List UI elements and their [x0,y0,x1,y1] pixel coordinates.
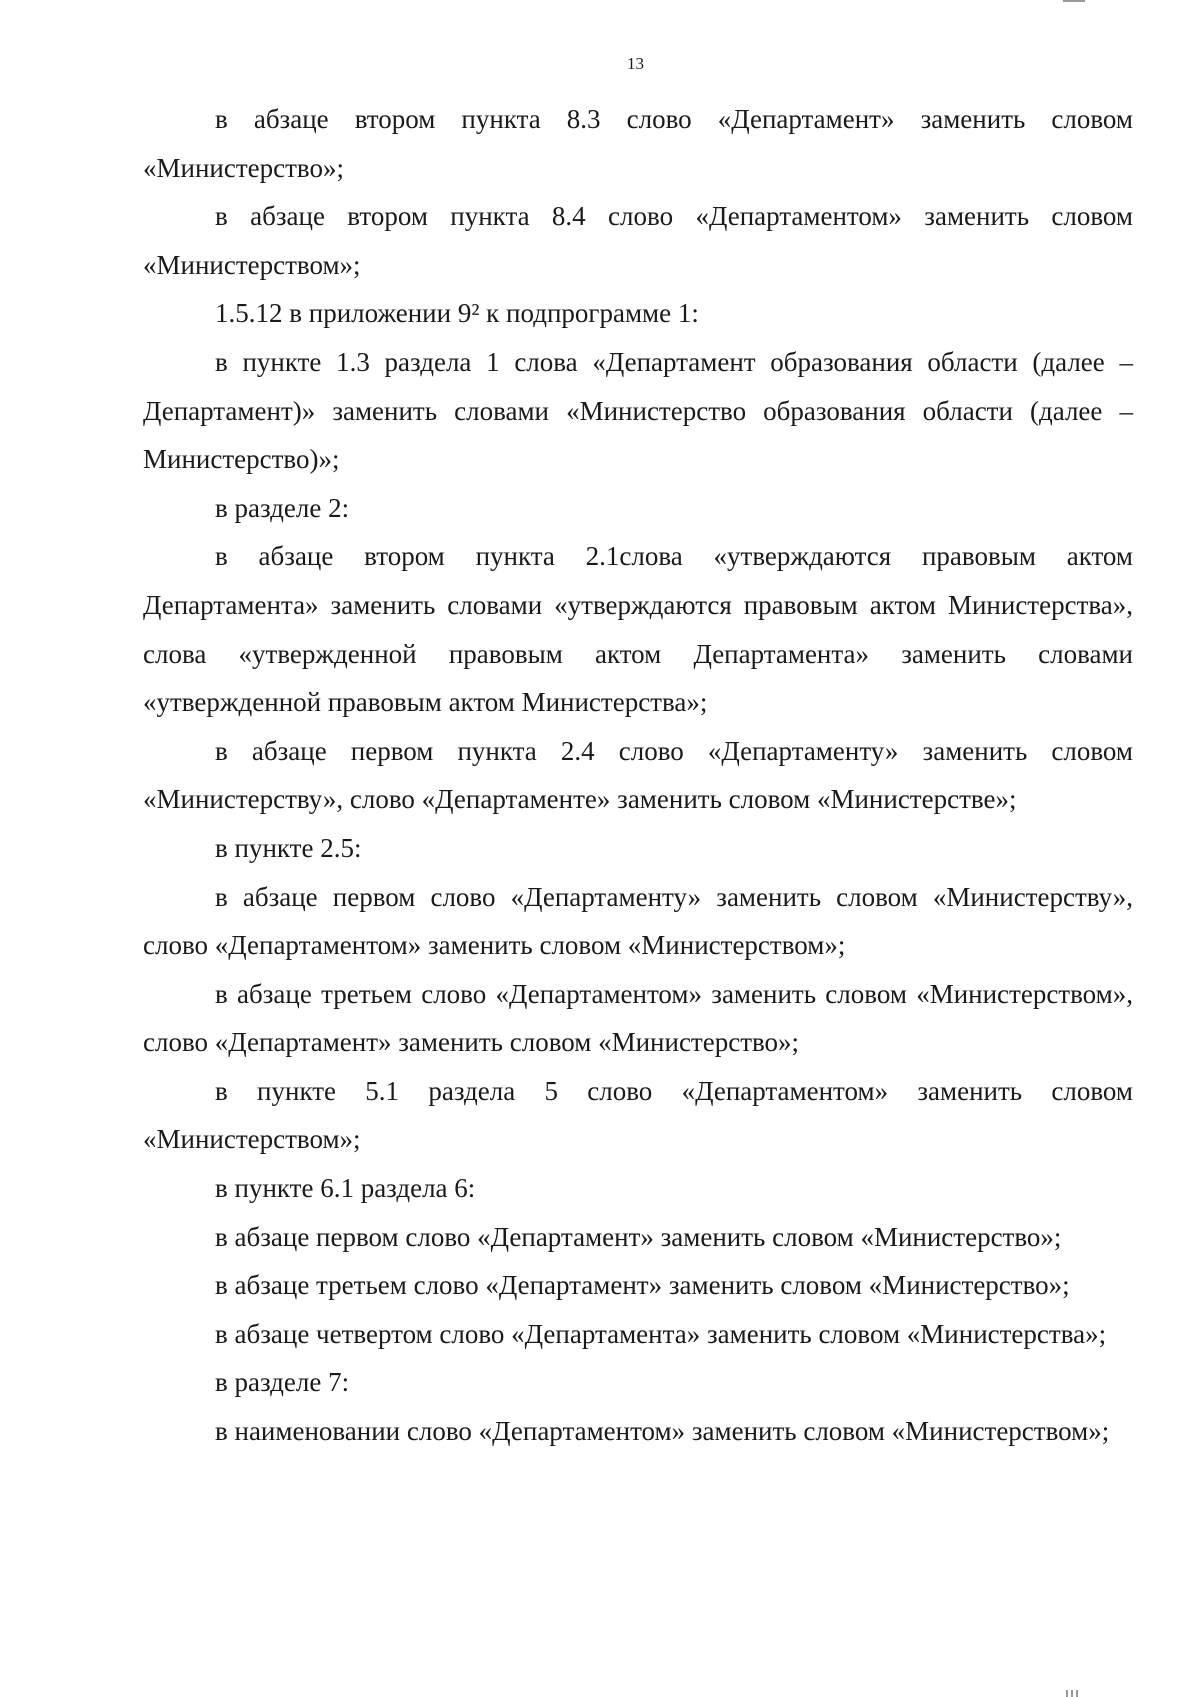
scan-edge-mark [1063,0,1085,2]
scan-edge-mark [1066,1690,1080,1697]
paragraph-12: в пункте 6.1 раздела 6: [215,1173,476,1204]
document-body [143,95,1133,1456]
paragraph-2: в абзаце втором пункта 8.4 слово «Департаментом» заменить словом «Министерством»; [143,201,1133,280]
paragraph-14: в абзаце третьем слово «Департамент» заменить словом «Министерство»; [215,1270,1070,1301]
paragraph-13: в абзаце первом слово «Департамент» заменить словом «Министерство»; [215,1221,1062,1252]
paragraph-9: в абзаце первом слово «Департаменту» заменить словом «Министерству», слово «Департаментом» заменить словом «Министерством»; [143,881,1133,961]
paragraph-16: в разделе 7: [215,1367,350,1398]
paragraph-10: в абзаце третьем слово «Департаментом» заменить словом «Министерством», слово «Департамент» заменить словом «Министерство»; [143,978,1133,1058]
paragraph-4: в пункте 1.3 раздела 1 слова «Департамент образования области (далее – Департамент)» заменить словами «Министерство образования области (далее – Министерство)»; [143,346,1133,475]
paragraph-17: в наименовании слово «Департаментом» заменить словом «Министерством»; [215,1416,1110,1447]
paragraph-8: в пункте 2.5: [215,832,362,863]
paragraph-5: в разделе 2: [215,492,350,523]
paragraph-6: в абзаце втором пункта 2.1слова «утверждаются правовым актом Департамента» заменить словами «утверждаются правовым актом Министерства», слова «утвержденной правовым актом Департамента» заменить словами «утвержденной правовым актом Министерства»; [143,541,1133,718]
page-number: 13 [627,54,644,73]
paragraph-1: в абзаце втором пункта 8.3 слово «Департамент» заменить словом «Министерство»; [143,104,1133,183]
paragraph-11: в пункте 5.1 раздела 5 слово «Департаментом» заменить словом «Министерством»; [143,1075,1133,1155]
paragraph-15: в абзаце четвертом слово «Департамента» заменить словом «Министерства»; [215,1318,1107,1349]
paragraph-3: 1.5.12 в приложении 9² к подпрограмме 1: [215,298,699,329]
paragraph-7: в абзаце первом пункта 2.4 слово «Департаменту» заменить словом «Министерству», слово «Департаменте» заменить словом «Министерстве»; [143,735,1133,815]
